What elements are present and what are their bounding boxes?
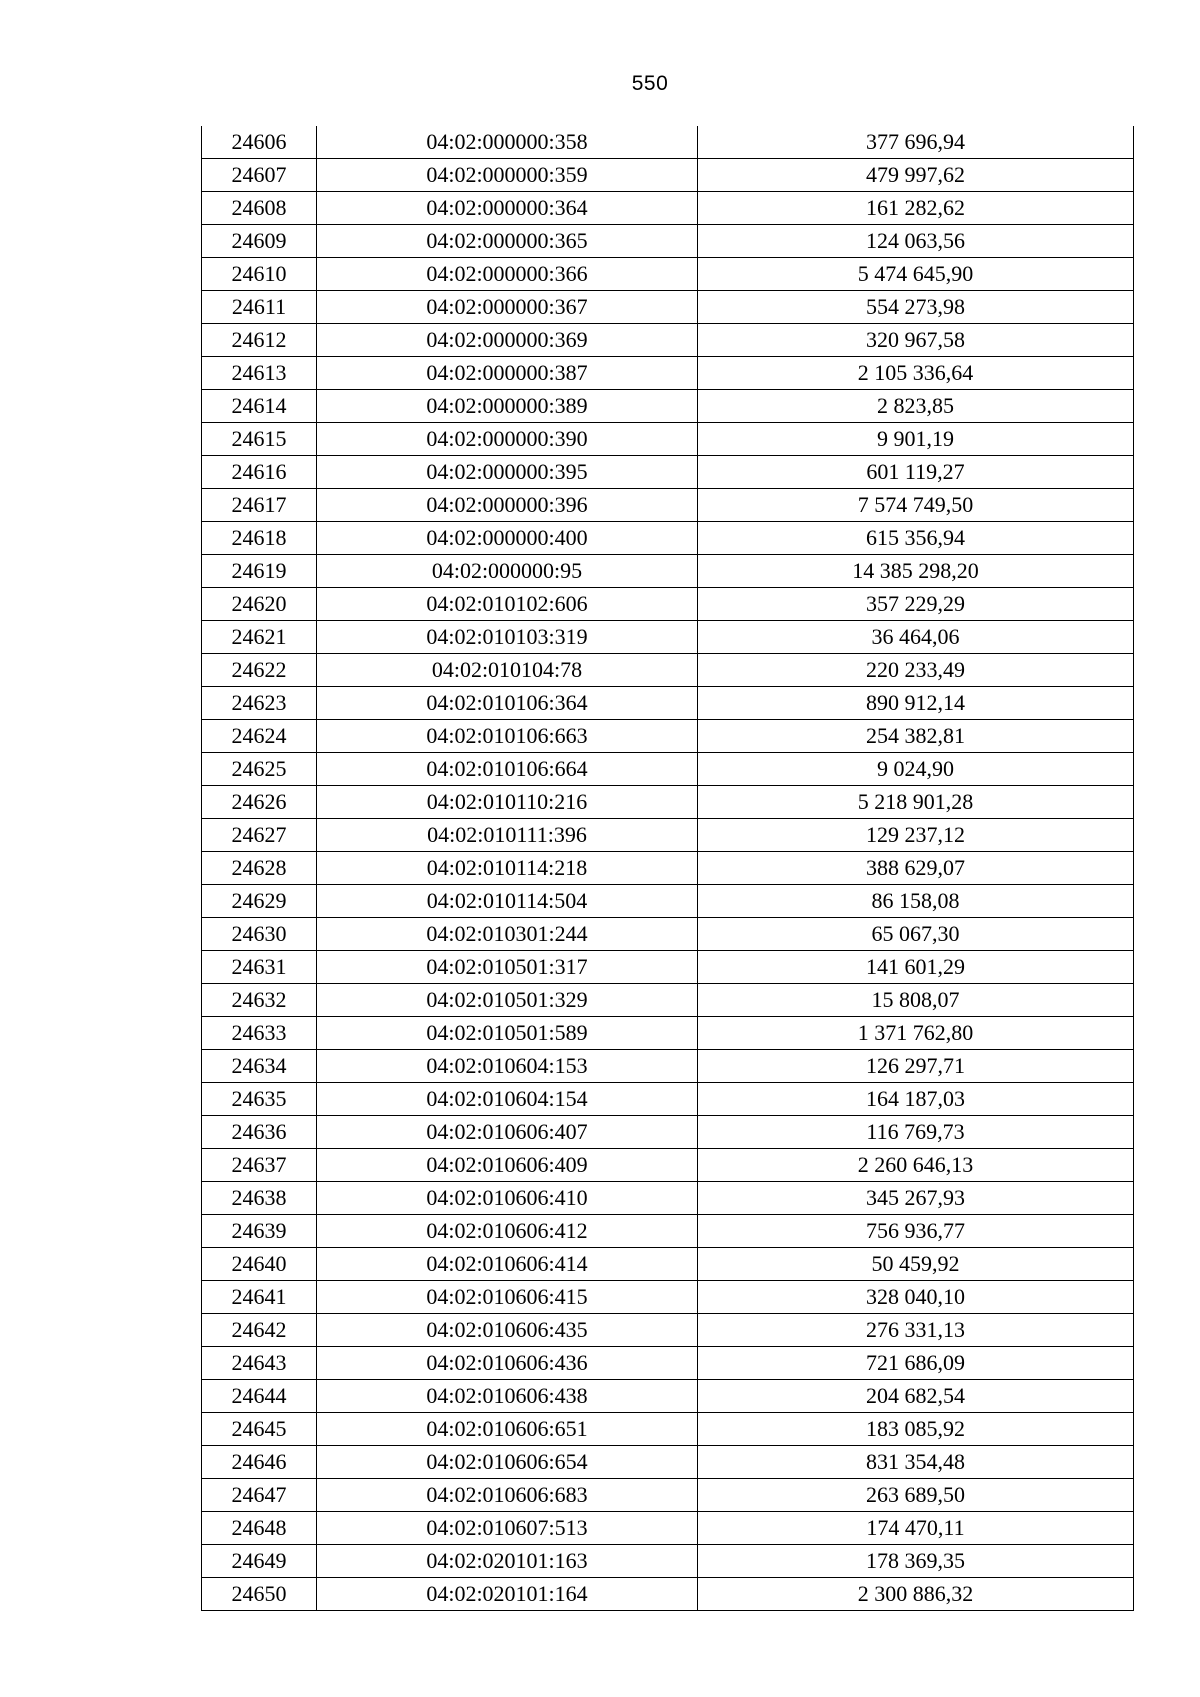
cadastral-value-cell: 377 696,94 (698, 126, 1134, 159)
cadastral-value-cell: 116 769,73 (698, 1116, 1134, 1149)
cadastral-number-cell: 04:02:010606:412 (317, 1215, 698, 1248)
row-number-cell: 24607 (202, 159, 317, 192)
cadastral-number-cell: 04:02:000000:400 (317, 522, 698, 555)
cadastral-number-cell: 04:02:010104:78 (317, 654, 698, 687)
table-row (202, 1545, 1134, 1578)
cadastral-value-cell: 164 187,03 (698, 1083, 1134, 1116)
cadastral-number-cell: 04:02:010606:435 (317, 1314, 698, 1347)
cadastral-number-cell: 04:02:010106:364 (317, 687, 698, 720)
row-number-cell: 24619 (202, 555, 317, 588)
row-number-cell: 24634 (202, 1050, 317, 1083)
row-number-cell: 24648 (202, 1512, 317, 1545)
table-body (202, 126, 1134, 1611)
table-row (202, 1413, 1134, 1446)
cadastral-number-cell: 04:02:000000:95 (317, 555, 698, 588)
row-number-cell: 24615 (202, 423, 317, 456)
row-number-cell: 24627 (202, 819, 317, 852)
table-row (202, 1248, 1134, 1281)
table-row (202, 885, 1134, 918)
cadastral-value-cell: 174 470,11 (698, 1512, 1134, 1545)
cadastral-value-cell: 756 936,77 (698, 1215, 1134, 1248)
cadastral-number-cell: 04:02:010114:218 (317, 852, 698, 885)
table-row (202, 1281, 1134, 1314)
cadastral-number-cell: 04:02:000000:365 (317, 225, 698, 258)
cadastral-number-cell: 04:02:010606:410 (317, 1182, 698, 1215)
table-row (202, 1314, 1134, 1347)
cadastral-number-cell: 04:02:010501:589 (317, 1017, 698, 1050)
cadastral-number-cell: 04:02:000000:367 (317, 291, 698, 324)
table-row (202, 1446, 1134, 1479)
cadastral-value-cell: 86 158,08 (698, 885, 1134, 918)
table-row (202, 1347, 1134, 1380)
cadastral-value-cell: 204 682,54 (698, 1380, 1134, 1413)
cadastral-value-cell: 254 382,81 (698, 720, 1134, 753)
cadastral-number-cell: 04:02:010606:654 (317, 1446, 698, 1479)
row-number-cell: 24624 (202, 720, 317, 753)
table-row (202, 489, 1134, 522)
cadastral-number-cell: 04:02:010604:153 (317, 1050, 698, 1083)
row-number-cell: 24640 (202, 1248, 317, 1281)
cadastral-value-cell: 50 459,92 (698, 1248, 1134, 1281)
page-number: 550 (631, 72, 669, 95)
row-number-cell: 24613 (202, 357, 317, 390)
cadastral-value-cell: 7 574 749,50 (698, 489, 1134, 522)
cadastral-value-cell: 9 024,90 (698, 753, 1134, 786)
row-number-cell: 24638 (202, 1182, 317, 1215)
cadastral-value-cell: 2 300 886,32 (698, 1578, 1134, 1611)
cadastral-value-cell: 831 354,48 (698, 1446, 1134, 1479)
table-row (202, 720, 1134, 753)
row-number-cell: 24643 (202, 1347, 317, 1380)
cadastral-value-cell: 124 063,56 (698, 225, 1134, 258)
cadastral-number-cell: 04:02:000000:359 (317, 159, 698, 192)
table-row (202, 357, 1134, 390)
cadastral-value-cell: 479 997,62 (698, 159, 1134, 192)
cadastral-value-cell: 65 067,30 (698, 918, 1134, 951)
cadastral-value-cell: 554 273,98 (698, 291, 1134, 324)
row-number-cell: 24646 (202, 1446, 317, 1479)
table-row (202, 1578, 1134, 1611)
row-number-cell: 24642 (202, 1314, 317, 1347)
row-number-cell: 24608 (202, 192, 317, 225)
cadastral-number-cell: 04:02:000000:387 (317, 357, 698, 390)
row-number-cell: 24625 (202, 753, 317, 786)
row-number-cell: 24644 (202, 1380, 317, 1413)
table-row (202, 951, 1134, 984)
row-number-cell: 24629 (202, 885, 317, 918)
cadastral-value-cell: 36 464,06 (698, 621, 1134, 654)
row-number-cell: 24606 (202, 126, 317, 159)
cadastral-value-cell: 320 967,58 (698, 324, 1134, 357)
cadastral-number-cell: 04:02:010606:409 (317, 1149, 698, 1182)
table-row (202, 1050, 1134, 1083)
cadastral-value-cell: 161 282,62 (698, 192, 1134, 225)
table-row (202, 1215, 1134, 1248)
cadastral-value-cell: 178 369,35 (698, 1545, 1134, 1578)
cadastral-value-cell: 220 233,49 (698, 654, 1134, 687)
cadastral-value-table (201, 126, 1134, 1611)
row-number-cell: 24647 (202, 1479, 317, 1512)
cadastral-number-cell: 04:02:000000:364 (317, 192, 698, 225)
table-row (202, 1479, 1134, 1512)
cadastral-value-cell: 721 686,09 (698, 1347, 1134, 1380)
row-number-cell: 24645 (202, 1413, 317, 1446)
cadastral-number-cell: 04:02:010110:216 (317, 786, 698, 819)
table-row (202, 1512, 1134, 1545)
row-number-cell: 24641 (202, 1281, 317, 1314)
table-row (202, 159, 1134, 192)
cadastral-value-cell: 5 218 901,28 (698, 786, 1134, 819)
cadastral-number-cell: 04:02:010606:415 (317, 1281, 698, 1314)
cadastral-value-cell: 183 085,92 (698, 1413, 1134, 1446)
cadastral-number-cell: 04:02:000000:358 (317, 126, 698, 159)
cadastral-number-cell: 04:02:010102:606 (317, 588, 698, 621)
table-row (202, 1116, 1134, 1149)
cadastral-value-cell: 15 808,07 (698, 984, 1134, 1017)
cadastral-number-cell: 04:02:010106:663 (317, 720, 698, 753)
cadastral-number-cell: 04:02:010301:244 (317, 918, 698, 951)
table-row (202, 1182, 1134, 1215)
cadastral-value-cell: 141 601,29 (698, 951, 1134, 984)
cadastral-number-cell: 04:02:020101:163 (317, 1545, 698, 1578)
row-number-cell: 24621 (202, 621, 317, 654)
row-number-cell: 24614 (202, 390, 317, 423)
row-number-cell: 24637 (202, 1149, 317, 1182)
cadastral-value-cell: 2 260 646,13 (698, 1149, 1134, 1182)
cadastral-number-cell: 04:02:010106:664 (317, 753, 698, 786)
table-row (202, 291, 1134, 324)
table-row (202, 819, 1134, 852)
cadastral-number-cell: 04:02:010606:436 (317, 1347, 698, 1380)
cadastral-value-cell: 2 823,85 (698, 390, 1134, 423)
cadastral-number-cell: 04:02:000000:369 (317, 324, 698, 357)
table-row (202, 687, 1134, 720)
cadastral-value-cell: 2 105 336,64 (698, 357, 1134, 390)
cadastral-value-cell: 126 297,71 (698, 1050, 1134, 1083)
cadastral-value-cell: 14 385 298,20 (698, 555, 1134, 588)
cadastral-number-cell: 04:02:000000:389 (317, 390, 698, 423)
row-number-cell: 24631 (202, 951, 317, 984)
table-row (202, 984, 1134, 1017)
table-row (202, 192, 1134, 225)
row-number-cell: 24639 (202, 1215, 317, 1248)
row-number-cell: 24649 (202, 1545, 317, 1578)
cadastral-number-cell: 04:02:020101:164 (317, 1578, 698, 1611)
table-row (202, 126, 1134, 159)
row-number-cell: 24633 (202, 1017, 317, 1050)
row-number-cell: 24609 (202, 225, 317, 258)
table-row (202, 1149, 1134, 1182)
cadastral-value-cell: 388 629,07 (698, 852, 1134, 885)
cadastral-number-cell: 04:02:010606:683 (317, 1479, 698, 1512)
cadastral-value-cell: 263 689,50 (698, 1479, 1134, 1512)
cadastral-value-cell: 9 901,19 (698, 423, 1134, 456)
cadastral-value-cell: 5 474 645,90 (698, 258, 1134, 291)
cadastral-value-cell: 328 040,10 (698, 1281, 1134, 1314)
table-row (202, 522, 1134, 555)
cadastral-number-cell: 04:02:010604:154 (317, 1083, 698, 1116)
table-row (202, 258, 1134, 291)
table-row (202, 324, 1134, 357)
cadastral-number-cell: 04:02:010606:651 (317, 1413, 698, 1446)
cadastral-number-cell: 04:02:010607:513 (317, 1512, 698, 1545)
row-number-cell: 24610 (202, 258, 317, 291)
row-number-cell: 24630 (202, 918, 317, 951)
table-row (202, 1380, 1134, 1413)
cadastral-number-cell: 04:02:010501:329 (317, 984, 698, 1017)
cadastral-number-cell: 04:02:010606:414 (317, 1248, 698, 1281)
cadastral-number-cell: 04:02:010111:396 (317, 819, 698, 852)
row-number-cell: 24623 (202, 687, 317, 720)
row-number-cell: 24636 (202, 1116, 317, 1149)
cadastral-value-cell: 615 356,94 (698, 522, 1134, 555)
table-row (202, 390, 1134, 423)
cadastral-value-cell: 1 371 762,80 (698, 1017, 1134, 1050)
table-row (202, 753, 1134, 786)
cadastral-number-cell: 04:02:010103:319 (317, 621, 698, 654)
cadastral-value-cell: 345 267,93 (698, 1182, 1134, 1215)
row-number-cell: 24628 (202, 852, 317, 885)
table-row (202, 918, 1134, 951)
row-number-cell: 24616 (202, 456, 317, 489)
cadastral-value-cell: 357 229,29 (698, 588, 1134, 621)
cadastral-number-cell: 04:02:010501:317 (317, 951, 698, 984)
table-row (202, 456, 1134, 489)
row-number-cell: 24611 (202, 291, 317, 324)
table-row (202, 423, 1134, 456)
table-row (202, 786, 1134, 819)
cadastral-number-cell: 04:02:000000:396 (317, 489, 698, 522)
cadastral-number-cell: 04:02:010606:438 (317, 1380, 698, 1413)
table-row (202, 1083, 1134, 1116)
table-row (202, 852, 1134, 885)
cadastral-number-cell: 04:02:000000:390 (317, 423, 698, 456)
row-number-cell: 24632 (202, 984, 317, 1017)
row-number-cell: 24612 (202, 324, 317, 357)
table-row (202, 1017, 1134, 1050)
cadastral-value-cell: 601 119,27 (698, 456, 1134, 489)
cadastral-number-cell: 04:02:000000:366 (317, 258, 698, 291)
cadastral-number-cell: 04:02:010114:504 (317, 885, 698, 918)
row-number-cell: 24622 (202, 654, 317, 687)
cadastral-value-cell: 890 912,14 (698, 687, 1134, 720)
row-number-cell: 24635 (202, 1083, 317, 1116)
table-row (202, 654, 1134, 687)
cadastral-value-cell: 276 331,13 (698, 1314, 1134, 1347)
cadastral-number-cell: 04:02:010606:407 (317, 1116, 698, 1149)
row-number-cell: 24620 (202, 588, 317, 621)
row-number-cell: 24617 (202, 489, 317, 522)
table-row (202, 588, 1134, 621)
cadastral-number-cell: 04:02:000000:395 (317, 456, 698, 489)
cadastral-value-cell: 129 237,12 (698, 819, 1134, 852)
row-number-cell: 24650 (202, 1578, 317, 1611)
table-row (202, 621, 1134, 654)
table-row (202, 555, 1134, 588)
table-row (202, 225, 1134, 258)
row-number-cell: 24626 (202, 786, 317, 819)
row-number-cell: 24618 (202, 522, 317, 555)
